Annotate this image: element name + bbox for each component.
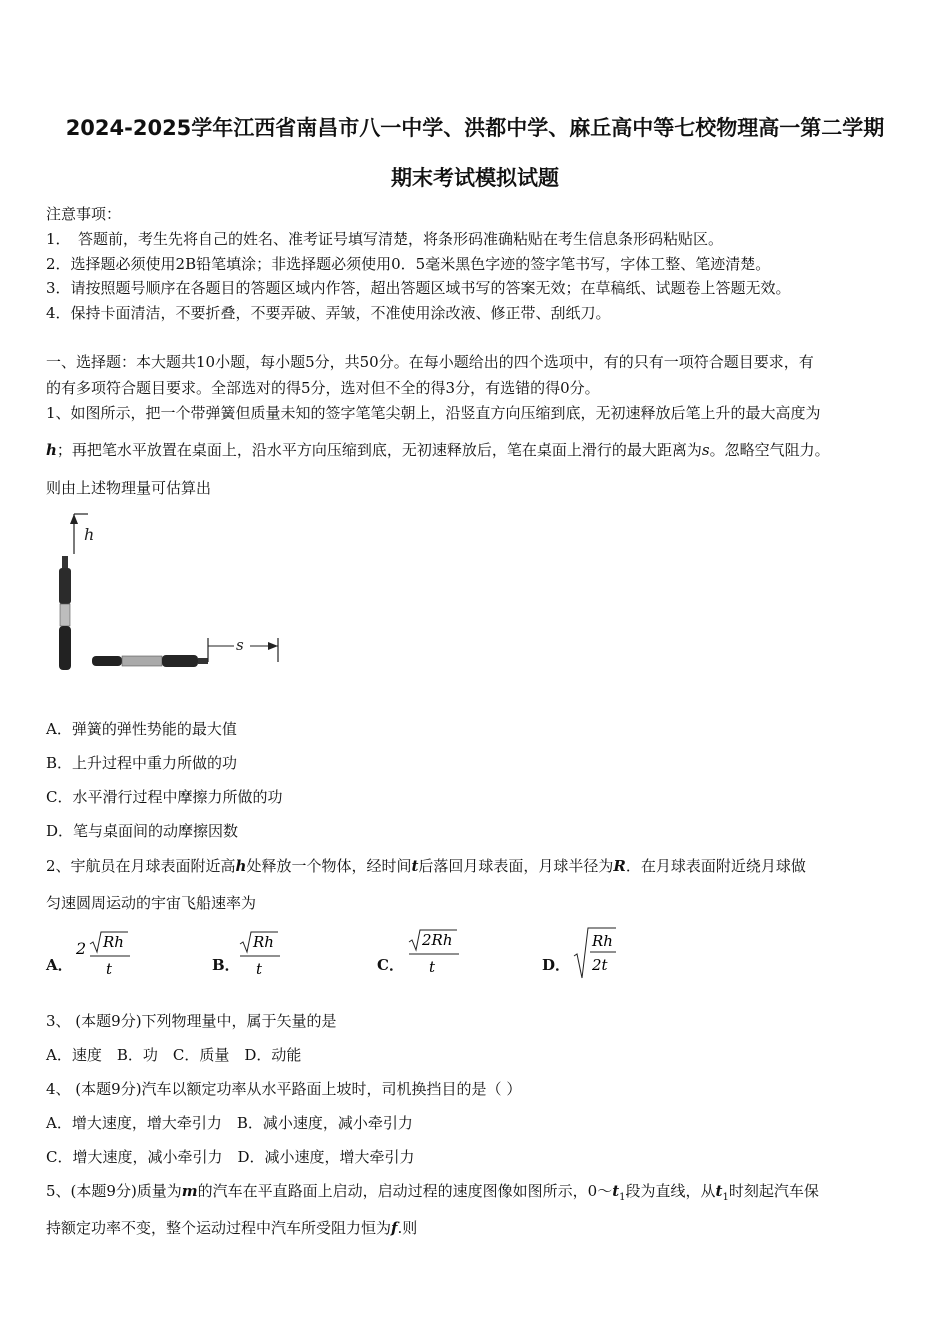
notice-item-3: 3．请按照题号顺序在各题目的答题区域内作答，超出答题区域书写的答案无效；在草稿纸、试题卷上答题无效。 — [46, 279, 791, 297]
notice-item-1: 1． 答题前，考生先将自己的姓名、准考证号填写清楚，将条形码准确粘贴在考生信息条形码粘贴区。 — [46, 230, 724, 248]
q2-text-g: ．在月球表面附近绕月球做 — [625, 857, 806, 875]
q3-stem: 3、 (本题9分)下列物理量中，属于矢量的是 — [46, 1012, 337, 1030]
q5-stem-line1 — [46, 1180, 819, 1203]
q2-stem-line1 — [46, 855, 806, 876]
var-h: h — [46, 441, 57, 459]
var-m: m — [181, 1182, 198, 1200]
coef: 2 — [76, 939, 87, 958]
option-label: C． — [377, 956, 404, 974]
q1-stem-line3: 则由上述物理量可估算出 — [46, 479, 212, 497]
section1-line1: 一、选择题：本大题共10小题，每小题5分，共50分。在每小题给出的四个选项中，有的只有一项符合题目要求，有 — [46, 353, 814, 371]
formula-b — [238, 930, 318, 980]
q1-stem-line2 — [46, 439, 830, 460]
q2-text-a: 2、宇航员在月球表面附近高 — [46, 857, 236, 875]
formula-c — [407, 928, 497, 980]
formula-d — [572, 926, 652, 982]
denominator: 2t — [592, 956, 608, 974]
q1-stem-line2-text: ；再把笔水平放置在桌面上，沿水平方向压缩到底，无初速释放后，笔在桌面上滑行的最大距离为 — [56, 441, 702, 459]
q1-stem-line2-end: 。忽略空气阻力。 — [709, 441, 830, 459]
notice-item-4: 4．保持卡面清洁，不要折叠，不要弄破、弄皱，不准使用涂改液、修正带、刮纸刀。 — [46, 304, 611, 322]
q5-text-c: 的汽车在平直路面上启动，启动过程的速度图像如图所示，0～ — [197, 1182, 613, 1200]
var-h: h — [235, 857, 247, 875]
option-label: A． — [46, 956, 73, 974]
q1-option-a: A．弹簧的弹性势能的最大值 — [46, 720, 237, 738]
exam-title-line1: 2024-2025学年江西省南昌市八一中学、洪都中学、麻丘高中等七校物理高一第二学期 — [65, 116, 885, 140]
var-r: R — [613, 857, 626, 875]
radicand: Rh — [103, 933, 124, 951]
q1-option-c: C．水平滑行过程中摩擦力所做的功 — [46, 788, 283, 806]
var-t1: t — [715, 1182, 723, 1200]
height-h-label: h — [84, 525, 95, 544]
q4-stem: 4、 (本题9分)汽车以额定功率从水平路面上坡时，司机换挡目的是（ ） — [46, 1080, 522, 1098]
q5-stem-line2 — [46, 1217, 417, 1238]
radicand: Rh — [253, 933, 274, 951]
q1-option-b: B．上升过程中重力所做的功 — [46, 754, 238, 772]
formula-a — [72, 930, 162, 980]
q2-option-b — [212, 933, 332, 980]
denominator: t — [429, 958, 436, 976]
q2-option-a — [46, 933, 166, 980]
option-label: B． — [212, 956, 240, 974]
q1-option-d: D．笔与桌面间的动摩擦因数 — [46, 822, 239, 840]
q5-text-f: 段为直线，从 — [625, 1182, 716, 1200]
denominator: t — [106, 960, 113, 978]
pen-spring-figure — [50, 510, 290, 680]
q5-text-i: 时刻起汽车保 — [728, 1182, 819, 1200]
option-label: D． — [542, 956, 571, 974]
var-t1: t — [612, 1182, 620, 1200]
q2-option-c — [377, 931, 507, 980]
notice-heading: 注意事项： — [46, 205, 122, 223]
q1-stem-line1: 1、如图所示，把一个带弹簧但质量未知的签字笔笔尖朝上，沿竖直方向压缩到底，无初速释放后笔上升的最大高度为 — [46, 404, 821, 422]
q4-options-row2: C．增大速度，减小牵引力 D．减小速度，增大牵引力 — [46, 1148, 415, 1166]
subscript-1: 1 — [722, 1192, 729, 1203]
subscript-1: 1 — [619, 1192, 626, 1203]
q4-options-row1: A．增大速度，增大牵引力 B．减小速度，减小牵引力 — [46, 1114, 413, 1132]
var-f: f — [391, 1219, 398, 1237]
distance-s-label: s — [236, 636, 244, 654]
q3-options: A．速度 B．功 C．质量 D．动能 — [46, 1046, 302, 1064]
q2-text-e: 后落回月球表面，月球半径为 — [418, 857, 614, 875]
radicand: 2Rh — [422, 931, 453, 949]
notice-item-2: 2．选择题必须使用2B铅笔填涂；非选择题必须使用0．5毫米黑色字迹的签字笔书写，字体工整、笔迹清楚。 — [46, 255, 771, 273]
q5-text-a: 5、(本题9分)质量为 — [46, 1182, 182, 1200]
q2-option-d — [542, 932, 662, 980]
denominator: t — [256, 960, 263, 978]
section1-line2: 的有多项符合题目要求。全部选对的得5分，选对但不全的得3分，有选错的得0分。 — [46, 379, 600, 397]
var-s: s — [701, 441, 710, 459]
q5-text-2c: .则 — [397, 1219, 418, 1237]
q5-text-2a: 持额定功率不变，整个运动过程中汽车所受阻力恒为 — [46, 1219, 392, 1237]
q2-text-c: 处释放一个物体，经时间 — [246, 857, 412, 875]
numerator: Rh — [592, 932, 613, 950]
var-t: t — [411, 857, 419, 875]
q2-stem-line2: 匀速圆周运动的宇宙飞船速率为 — [46, 894, 257, 912]
exam-title-line2: 期末考试模拟试题 — [391, 166, 559, 190]
